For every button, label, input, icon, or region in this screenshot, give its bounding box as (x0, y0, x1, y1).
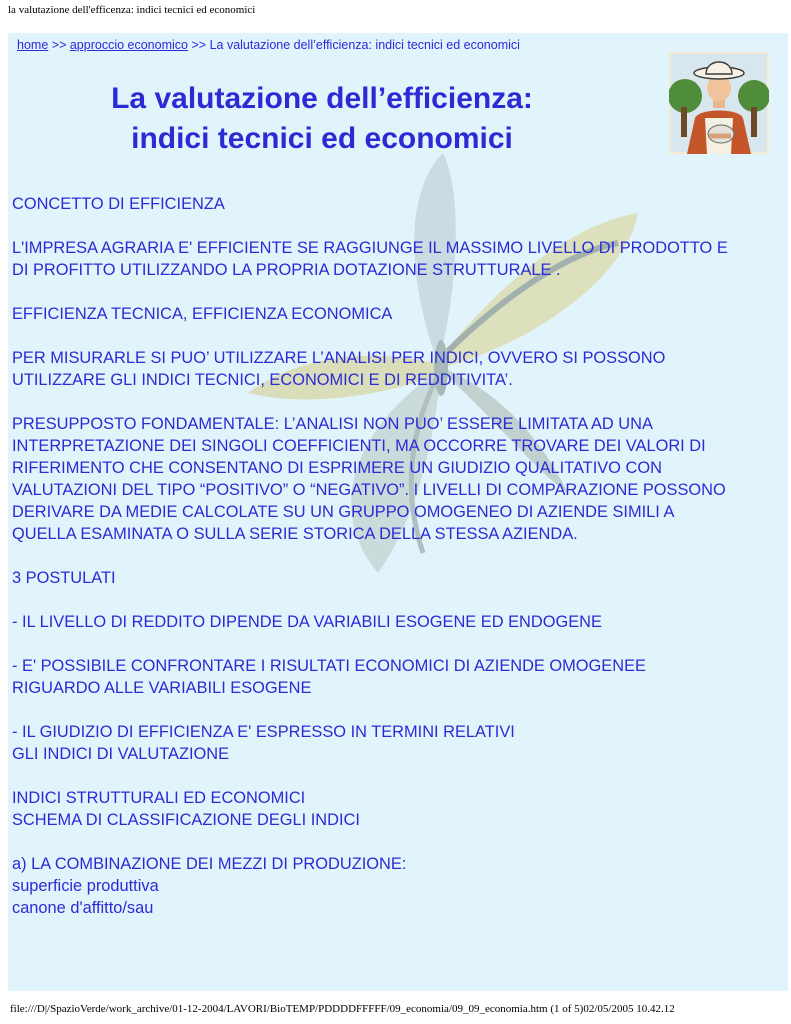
page-title-line2: indici tecnici ed economici (131, 122, 513, 155)
section-heading: CONCETTO DI EFFICIENZA (12, 195, 225, 213)
section-heading: INDICI STRUTTURALI ED ECONOMICI (12, 789, 306, 807)
paragraph: PER MISURARLE SI PUO’ UTILIZZARE L’ANALISI PER INDICI, OVVERO SI POSSONO UTILIZZARE GLI INDICI TECNICI, ECONOMICI E DI REDDITIVITA’. (12, 349, 666, 389)
page-title (8, 79, 636, 159)
section-heading: GLI INDICI DI VALUTAZIONE (12, 745, 230, 763)
section-heading: SCHEMA DI CLASSIFICAZIONE DEGLI INDICI (12, 811, 360, 829)
breadcrumb-section-link[interactable]: approccio economico (69, 38, 188, 52)
breadcrumb-separator: >> (191, 38, 207, 52)
breadcrumb-home-link[interactable]: home (17, 38, 49, 52)
postulate-item: - IL GIUDIZIO DI EFFICIENZA E' ESPRESSO IN TERMINI RELATIVI (12, 723, 515, 741)
breadcrumb-current: La valutazione dell’efficienza: indici tecnici ed economici (209, 38, 520, 52)
paragraph: PRESUPPOSTO FONDAMENTALE: L’ANALISI NON PUO’ ESSERE LIMITATA AD UNA INTERPRETAZIONE DEI SINGOLI COEFFICIENTI, MA OCCORRE TROVARE DEI VALORI DI RIFERIMENTO CHE CONSENTANO DI ESPRIMERE UN GIUDIZIO QUALITATIVO CON VALUTAZIONI DEL TIPO “POSITIVO” O “NEGATIVO”. I LIVELLI DI COMPARAZIONE POSSONO DERIVARE DA MEDIE CALCOLATE SU UN GRUPPO OMOGENEO DI AZIENDE SIMILI A QUELLA ESAMINATA O SULLA SERIE STORICA DELLA STESSA AZIENDA. (12, 415, 726, 543)
list-heading: a) LA COMBINAZIONE DEI MEZZI DI PRODUZIONE: (12, 855, 407, 873)
page-title-line1: La valutazione dell’efficienza: (111, 82, 533, 115)
breadcrumb (17, 38, 520, 52)
print-footer: file:///D|/SpazioVerde/work_archive/01-12-2004/LAVORI/BioTEMP/PDDDDFFFFF/09_economia/09_09_economia.htm (1 of 5)02/05/2005 10.42.12 (10, 1003, 675, 1015)
paragraph: L'IMPRESA AGRARIA E' EFFICIENTE SE RAGGIUNGE IL MASSIMO LIVELLO DI PRODOTTO E DI PROFITTO UTILIZZANDO LA PROPRIA DOTAZIONE STRUTTURALE . (12, 239, 728, 279)
list-item: superficie produttiva (12, 877, 159, 895)
list-item: canone d'affitto/sau (12, 899, 154, 917)
page-content (8, 33, 788, 991)
section-heading: EFFICIENZA TECNICA, EFFICIENZA ECONOMICA (12, 305, 393, 323)
farmer-portrait-icon (669, 52, 769, 154)
postulate-item: - IL LIVELLO DI REDDITO DIPENDE DA VARIABILI ESOGENE ED ENDOGENE (12, 613, 602, 631)
section-heading: 3 POSTULATI (12, 569, 116, 587)
article-body (12, 193, 732, 919)
breadcrumb-separator: >> (51, 38, 67, 52)
print-header: la valutazione dell'efficenza: indici tecnici ed economici (8, 4, 256, 16)
postulate-item: - E' POSSIBILE CONFRONTARE I RISULTATI ECONOMICI DI AZIENDE OMOGENEE RIGUARDO ALLE VARIABILI ESOGENE (12, 657, 646, 697)
